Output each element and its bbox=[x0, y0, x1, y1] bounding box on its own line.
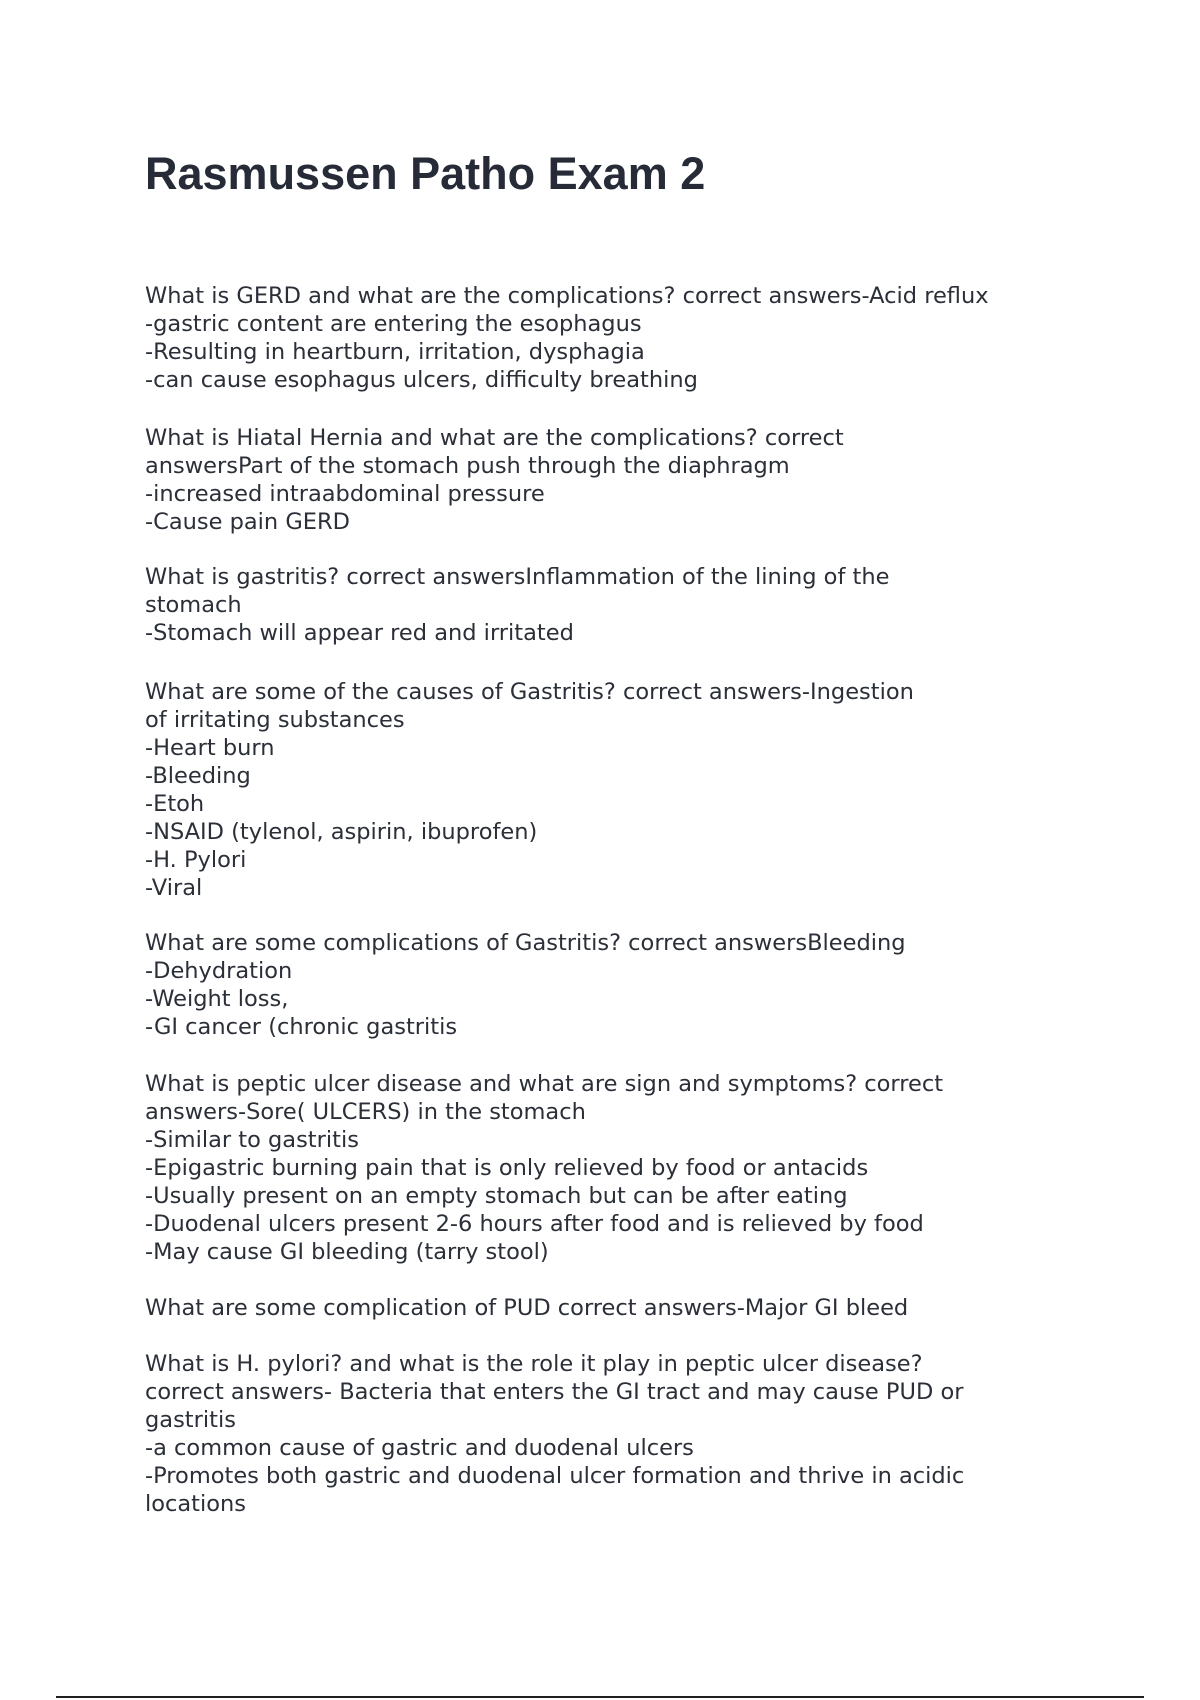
qa-entry-pud-complications: What are some complication of PUD correct answers-Major GI bleed bbox=[145, 1295, 909, 1321]
qa-entry-gastritis-complications: What are some complications of Gastritis? correct answersBleeding -Dehydration -Weight loss, -GI cancer (chronic gastritis bbox=[145, 930, 906, 1040]
document-title: Rasmussen Patho Exam 2 bbox=[145, 148, 706, 199]
document-body bbox=[145, 282, 1065, 1518]
qa-entry-gerd: What is GERD and what are the complications? correct answers-Acid reflux -gastric content are entering the esophagus -Resulting in heartburn, irritation, dysphagia -can cause esophagus ulcers, difficulty breathing bbox=[145, 283, 989, 393]
qa-entry-peptic-ulcer-disease: What is peptic ulcer disease and what are sign and symptoms? correct answers-Sore( ULCERS) in the stomach -Similar to gastritis -Epigastric burning pain that is only relieved by food or antacids -Usually present on an empty stomach but can be after eating -Duodenal ulcers present 2-6 hours after food and is relieved by food -May cause GI bleeding (tarry stool) bbox=[145, 1071, 944, 1265]
qa-entry-gastritis: What is gastritis? correct answersInflammation of the lining of the stomach -Stomach will appear red and irritated bbox=[145, 564, 890, 646]
qa-entry-hiatal-hernia: What is Hiatal Hernia and what are the complications? correct answersPart of the stomach push through the diaphragm -increased intraabdominal pressure -Cause pain GERD bbox=[145, 425, 844, 535]
qa-entry-h-pylori: What is H. pylori? and what is the role it play in peptic ulcer disease? correct answers- Bacteria that enters the GI tract and may cause PUD or gastritis -a common cause of gastric and duodenal ulcers -Promotes both gastric and duodenal ulcer formation and thrive in acidic locations bbox=[145, 1351, 965, 1517]
qa-entry-gastritis-causes: What are some of the causes of Gastritis? correct answers-Ingestion of irritating substances -Heart burn -Bleeding -Etoh -NSAID (tylenol, aspirin, ibuprofen) -H. Pylori -Viral bbox=[145, 679, 914, 901]
page-bottom-rule bbox=[56, 1696, 1144, 1698]
